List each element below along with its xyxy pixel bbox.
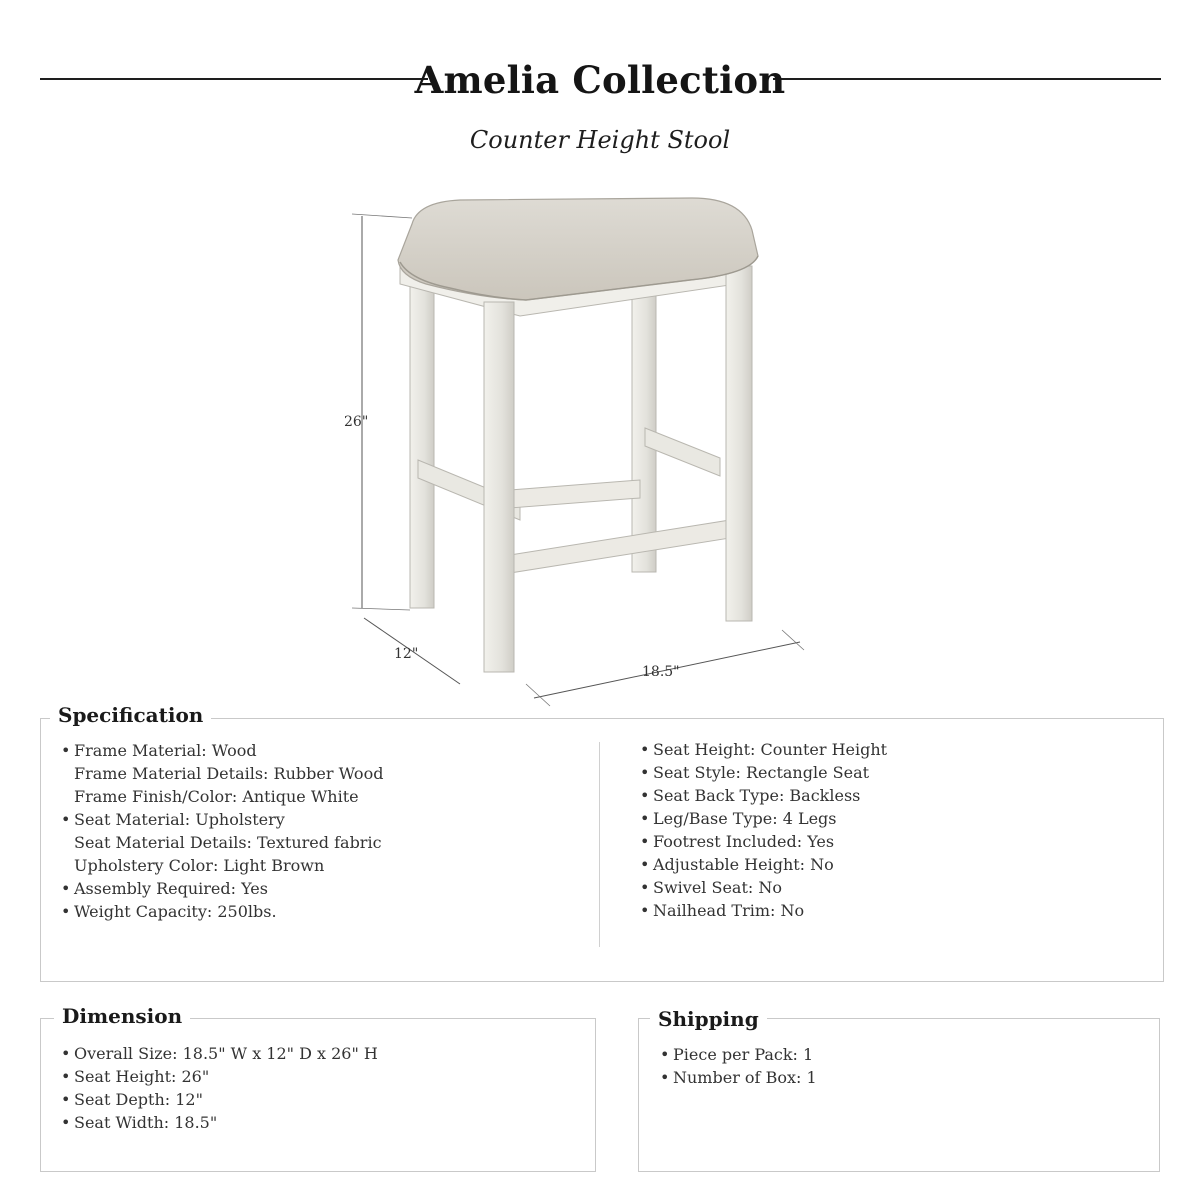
spec-item: • Nailhead Trim: No (636, 899, 887, 922)
specification-heading: Specification (50, 703, 211, 727)
spec-item: • Frame Material: Wood (57, 739, 383, 762)
spec-item: • Swivel Seat: No (636, 876, 887, 899)
spec-item: • Seat Height: Counter Height (636, 738, 887, 761)
specification-divider (599, 742, 600, 947)
dimension-list (57, 1042, 378, 1134)
spec-item: • Seat Depth: 12" (57, 1088, 378, 1111)
spec-item: • Seat Back Type: Backless (636, 784, 887, 807)
product-subtitle: Counter Height Stool (469, 126, 731, 154)
spec-item: • Piece per Pack: 1 (656, 1043, 817, 1066)
spec-item: Upholstery Color: Light Brown (74, 856, 325, 875)
spec-item: Seat Material Details: Textured fabric (74, 833, 382, 852)
front-right-leg (726, 266, 752, 621)
spec-item: Frame Finish/Color: Antique White (74, 787, 359, 806)
back-left-leg (410, 278, 434, 608)
lower-front-stretcher (510, 520, 730, 573)
stool-diagram (330, 190, 820, 710)
spec-item: • Seat Style: Rectangle Seat (636, 761, 887, 784)
spec-item: • Number of Box: 1 (656, 1066, 817, 1089)
spec-item: • Footrest Included: Yes (636, 830, 887, 853)
front-stretcher (510, 480, 640, 508)
spec-item: • Leg/Base Type: 4 Legs (636, 807, 887, 830)
width-label: 18.5" (642, 664, 680, 680)
height-label: 26" (344, 414, 369, 430)
spec-item: • Seat Material: Upholstery (57, 808, 383, 831)
shipping-list (656, 1043, 817, 1089)
dimension-heading: Dimension (54, 1004, 190, 1028)
spec-item: • Seat Width: 18.5" (57, 1111, 378, 1134)
specification-list-right (636, 738, 887, 922)
spec-item: Frame Material Details: Rubber Wood (74, 764, 384, 783)
spec-item: • Overall Size: 18.5" W x 12" D x 26" H (57, 1042, 378, 1065)
spec-item: • Adjustable Height: No (636, 853, 887, 876)
specification-list-left (57, 739, 383, 923)
shipping-heading: Shipping (650, 1007, 767, 1031)
collection-title: Amelia Collection (414, 58, 786, 102)
spec-item: • Weight Capacity: 250lbs. (57, 900, 383, 923)
depth-label: 12" (394, 646, 419, 662)
shipping-box (638, 1018, 1160, 1172)
spec-item: • Seat Height: 26" (57, 1065, 378, 1088)
spec-item: • Assembly Required: Yes (57, 877, 383, 900)
front-left-leg (484, 302, 514, 672)
